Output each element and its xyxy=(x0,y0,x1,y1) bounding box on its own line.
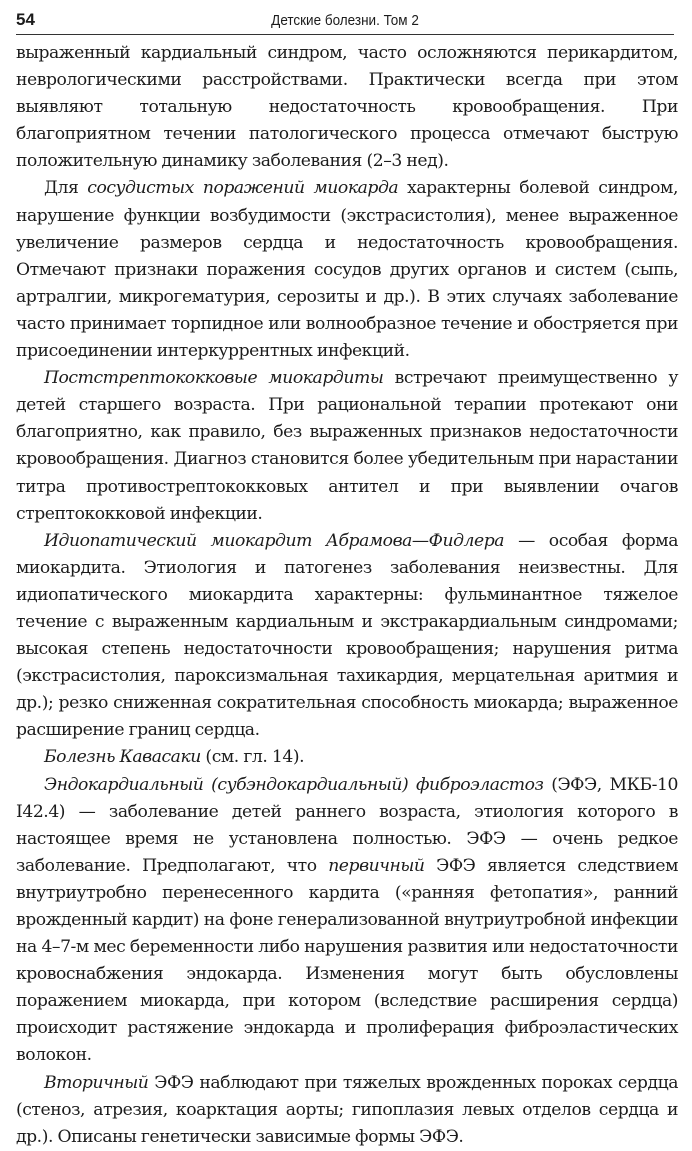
paragraph-continuation xyxy=(16,40,678,175)
paragraph-secondary xyxy=(16,1070,678,1151)
paragraph-kawasaki xyxy=(16,744,678,771)
paragraph-text: (см. гл. 14). xyxy=(200,747,305,768)
running-title: Детские болезни. Том 2 xyxy=(271,12,419,29)
paragraph-text: характерны болевой синдром, нарушение функции возбудимости (экстрасистолия), менее выраженное увеличение размеров сердца и недостаточность кровообращения. Отмечают признаки поражения сосудов других органов и систем (сыпь, артралгии, микрогематурия, серозиты и др.). В этих случаях заболевание часто принимает торпидное или волнообразное течение и обостряется при присоединении интеркуррентных инфекций. xyxy=(16,178,678,362)
paragraph-text: (ЭФЭ, МКБ-10 I42.4) — заболевание детей раннего возраста, этиология которого в настоящее время не установлена полностью. ЭФЭ — очень редкое заболевание. Предполагают, что xyxy=(16,774,678,876)
body-text xyxy=(16,40,678,1151)
paragraph-text: встречают преимущественно у детей старшего возраста. При рациональной терапии протекают они благоприятно, как правило, без выраженных признаков недостаточности кровообращения. Диагноз становится более убедительным при нарастании титра противострептококковых антител и при выявлении очагов стрептококковой инфекции. xyxy=(16,368,678,524)
term-kawasaki-disease: Болезнь Кавасаки xyxy=(44,747,201,768)
paragraph-fibroelastosis xyxy=(16,772,678,1070)
term-vascular-lesions: сосудистых поражений миокарда xyxy=(87,178,399,199)
page-number: 54 xyxy=(16,10,35,29)
page-header xyxy=(16,8,674,35)
paragraph-text: выраженный кардиальный синдром, часто осложняются перикардитом, неврологическими расстройствами. Практически всегда при этом выявляют тотальную недостаточность кровообращения. При благоприятном течении патологического процесса отмечают быструю положительную динамику заболевания (2–3 нед). xyxy=(16,43,678,172)
term-idiopathic-myocarditis: Идиопатический миокардит Абрамова—Фидлера xyxy=(44,530,505,551)
term-secondary: Вторичный xyxy=(44,1072,149,1093)
paragraph-idiopathic xyxy=(16,528,678,745)
term-primary: первичный xyxy=(328,855,425,876)
paragraph-text: ЭФЭ наблюдают при тяжелых врожденных пороках сердца (стеноз, атрезия, коарктация аорты; гипоплазия левых отделов сердца и др.). Описаны генетически зависимые формы ЭФЭ. xyxy=(16,1072,678,1147)
term-poststreptococcal-myocarditis: Постстрептококковые миокардиты xyxy=(44,368,384,389)
paragraph-vascular-lesions xyxy=(16,175,678,365)
term-fibroelastosis: Эндокардиальный (субэндокардиальный) фиброэластоз xyxy=(44,774,544,795)
paragraph-text: — особая форма миокардита. Этиология и патогенез заболевания неизвестны. Для идиопатического миокардита характерны: фульминантное тяжелое течение с выраженным кардиальным и экстракардиальным синдромами; высокая степень недостаточности кровообращения; нарушения ритма (экстрасистолия, пароксизмальная тахикардия, мерцательная аритмия и др.); резко сниженная сократительная способность миокарда; выраженное расширение границ сердца. xyxy=(16,530,678,741)
paragraph-poststreptococcal xyxy=(16,365,678,528)
paragraph-lead: Для xyxy=(44,178,88,199)
paragraph-text: ЭФЭ является следствием внутриутробно перенесенного кардита («ранняя фетопатия», ранний врожденный кардит) на фоне генерализованной внутриутробной инфекции на 4–7-м мес беременности либо нарушения развития или недостаточности кровоснабжения эндокарда. Изменения могут быть обусловлены поражением миокарда, при котором (вследствие расширения сердца) происходит растяжение эндокарда и пролиферация фиброэластических волокон. xyxy=(16,855,678,1066)
